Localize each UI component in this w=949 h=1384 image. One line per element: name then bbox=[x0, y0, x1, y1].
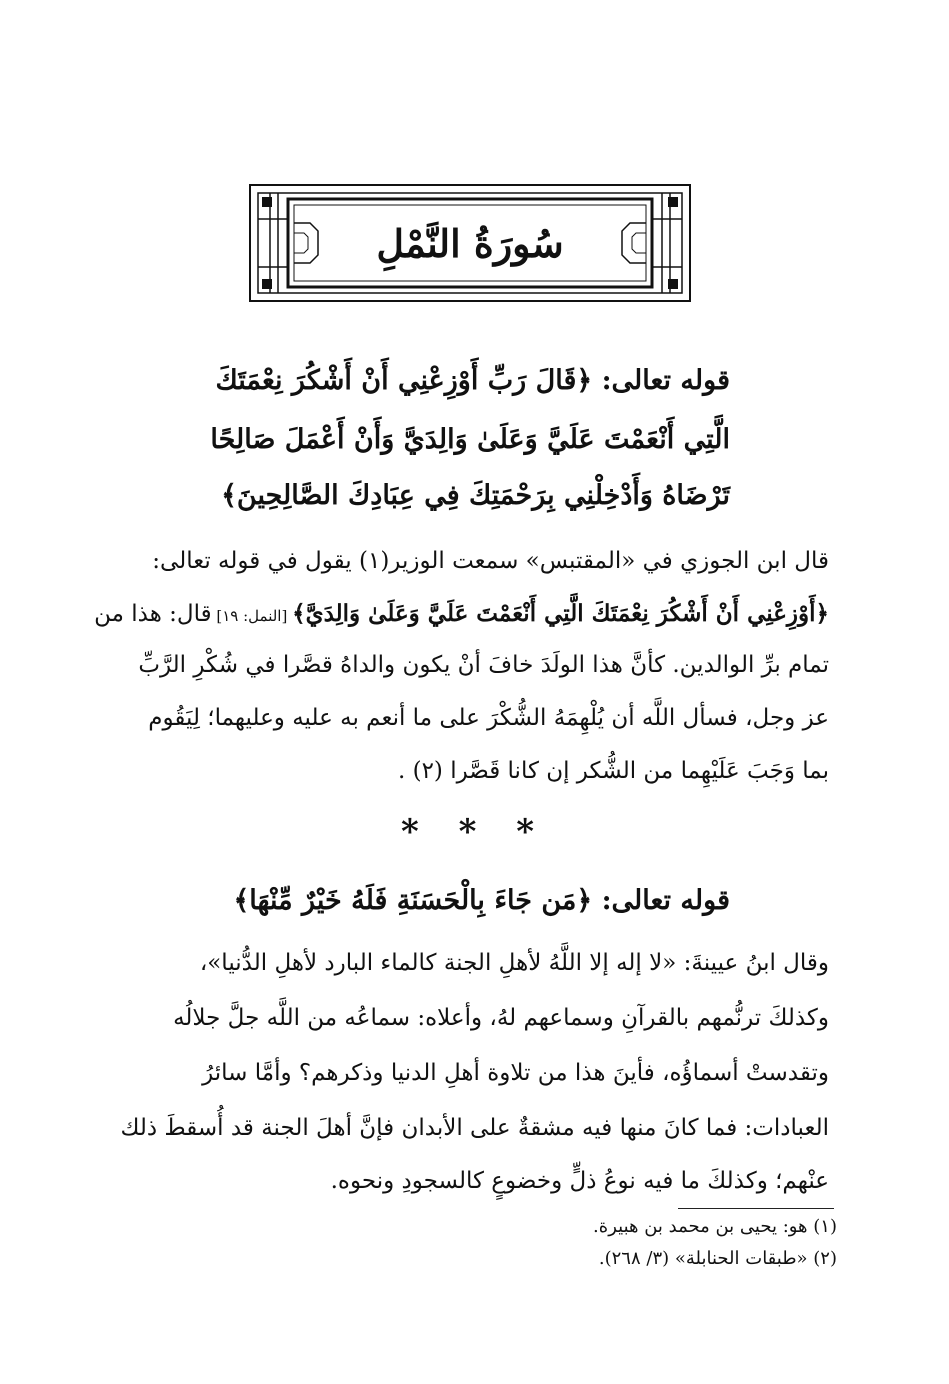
verse-reference: [النمل: ١٩] bbox=[211, 607, 293, 625]
verse-text: ﴿قَالَ رَبِّ أَوْزِعْنِي أَنْ أَشْكُرَ نِعْمَتَكَ bbox=[215, 365, 593, 396]
verse-line-2: الَّتِي أَنْعَمْتَ عَلَيَّ وَعَلَىٰ وَالِدَيَّ وَأَنْ أَعْمَلَ صَالِحًا bbox=[210, 424, 730, 455]
paragraph-line bbox=[94, 600, 829, 627]
section-separator: * * * bbox=[400, 812, 548, 852]
paragraph-text: قال: هذا من bbox=[94, 601, 212, 627]
verse-line bbox=[90, 885, 730, 916]
surah-title: سُورَةُ النَّمْلِ bbox=[376, 220, 564, 266]
paragraph-line: بما وَجَبَ عَلَيْهِما من الشُّكر إن كانا قَصَّرا (٢) . bbox=[397, 758, 829, 784]
verse-text: ﴿مَن جَاءَ بِالْحَسَنَةِ فَلَهُ خَيْرٌ مِّنْهَا﴾ bbox=[233, 885, 593, 916]
verse-intro: قوله تعالى: bbox=[592, 365, 730, 396]
paragraph-line: وتقدستْ أسماؤُه، فأينَ هذا من تلاوة أهلِ الدنيا وذكرهم؟ وأمَّا سائرُ bbox=[202, 1060, 829, 1086]
paragraph-line: وقال ابنُ عيينةَ: «لا إله إلا اللَّهُ لأهلِ الجنة كالماء البارد لأهلِ الدُّنيا»، bbox=[199, 950, 829, 976]
verse-intro: قوله تعالى: bbox=[592, 885, 730, 916]
footnote-2: (٢) «طبقات الحنابلة» (٣/ ٢٦٨). bbox=[598, 1248, 837, 1269]
footnote-1: (١) هو: يحيى بن محمد بن هبيرة. bbox=[593, 1216, 837, 1237]
paragraph-line: تمام برِّ الوالدين. كأنَّ هذا الولَدَ خافَ أنْ يكون والداهُ قصَّرا في شُكْرِ الرَّبِّ bbox=[138, 652, 829, 678]
surah-title-frame bbox=[248, 183, 692, 303]
quoted-verse: ﴿أَوْزِعْنِي أَنْ أَشْكُرَ نِعْمَتَكَ الَّتِي أَنْعَمْتَ عَلَيَّ وَعَلَىٰ وَالِدَيَّ﴾ bbox=[292, 600, 829, 627]
paragraph-line: عنْهم؛ وكذلكَ ما فيه نوعُ ذلٍّ وخضوعٍ كالسجودِ ونحوه. bbox=[330, 1168, 829, 1194]
paragraph-line: وكذلكَ ترنُّمهم بالقرآنِ وسماعهم لهُ، وأعلاه: سماعُه من اللَّه جلَّ جلالُه bbox=[173, 1005, 829, 1031]
verse-line-1 bbox=[90, 365, 730, 396]
paragraph-line: العبادات: فما كانَ منها فيه مشقةٌ على الأبدان فإنَّ أهلَ الجنة قد أُسقطَ ذلك bbox=[120, 1115, 829, 1141]
paragraph-line: عز وجل، فسأل اللَّه أن يُلْهِمَهُ الشُّكْرَ على ما أنعم به عليه وعليهما؛ لِيَقُوم bbox=[148, 705, 829, 731]
verse-line-3: تَرْضَاهُ وَأَدْخِلْنِي بِرَحْمَتِكَ فِي عِبَادِكَ الصَّالِحِينَ﴾ bbox=[221, 480, 730, 511]
paragraph-line: قال ابن الجوزي في «المقتبس» سمعت الوزير(١) يقول في قوله تعالى: bbox=[152, 548, 829, 574]
footnote-divider bbox=[678, 1208, 834, 1209]
